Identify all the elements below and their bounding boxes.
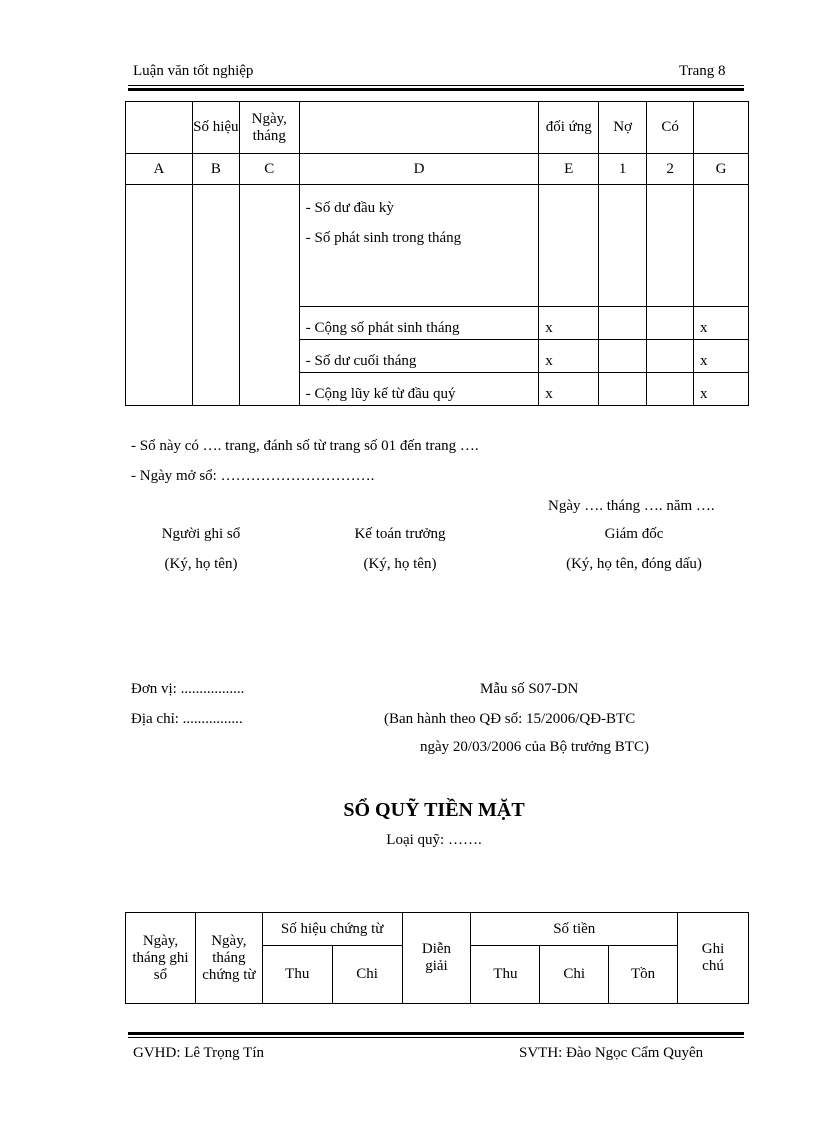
body-cell-e (539, 185, 599, 307)
letter-row (126, 154, 749, 185)
th-description: Diễn giải (402, 913, 471, 1004)
footer-rule-thick (128, 1032, 744, 1035)
th-amount: Số tiền (471, 913, 678, 946)
body-cell-c (239, 185, 299, 406)
body-row (126, 185, 749, 307)
issued-line-2: ngày 20/03/2006 của Bộ trưởng BTC) (420, 739, 649, 755)
letter-e: E (539, 154, 599, 185)
open-date-note: - Ngày mở sổ: …………………………. (131, 468, 375, 484)
th-voucher-number: Số hiệu chứng từ (262, 913, 402, 946)
header-left: Luận văn tốt nghiệp (133, 63, 254, 79)
th-no: Nợ (599, 102, 647, 154)
letter-g: G (694, 154, 749, 185)
summary-2 (647, 307, 694, 340)
header-rule-thick (128, 88, 744, 91)
summary-label: - Cộng lũy kế từ đầu quý (299, 373, 539, 406)
th-so-hieu: Số hiệu (192, 102, 239, 154)
cash-book-table (125, 912, 749, 1004)
footer-student: SVTH: Đào Ngọc Cẩm Quyên (519, 1045, 704, 1061)
fund-type: Loại quỹ: ……. (386, 832, 482, 848)
table2-header-row (126, 913, 749, 946)
summary-e: x (539, 373, 599, 406)
date-line: Ngày …. tháng …. năm …. (548, 498, 715, 514)
letter-b: B (192, 154, 239, 185)
summary-label: - Số dư cuối tháng (299, 340, 539, 373)
summary-e: x (539, 307, 599, 340)
th-doi-ung: đối ứng (539, 102, 599, 154)
th-blank-d (299, 102, 539, 154)
th-note: Ghi chú (678, 913, 749, 1004)
body-cell-d (299, 185, 539, 307)
table-header-row (126, 102, 749, 154)
signature-note: (Ký, họ tên) (164, 556, 238, 572)
signature-role: Kế toán trưởng (354, 526, 446, 542)
period-transactions-label: - Số phát sinh trong tháng (305, 230, 462, 246)
body-cell-1 (599, 185, 647, 307)
th-record-date: Ngày, tháng ghi sổ (126, 913, 196, 1004)
document-title: SỔ QUỸ TIỀN MẶT (343, 799, 525, 821)
summary-g: x (694, 373, 749, 406)
unit-field: Đơn vị: ................. (131, 681, 245, 697)
summary-e: x (539, 340, 599, 373)
summary-2 (647, 340, 694, 373)
body-cell-2 (647, 185, 694, 307)
th-blank-a (126, 102, 193, 154)
opening-balance-label: - Số dư đầu kỳ (305, 200, 394, 216)
footer-supervisor: GVHD: Lê Trọng Tín (133, 1045, 264, 1061)
signature-role: Người ghi sổ (161, 526, 241, 542)
letter-c: C (239, 154, 299, 185)
th-amount-out: Chi (540, 946, 609, 1004)
th-voucher-date: Ngày, tháng chứng từ (195, 913, 262, 1004)
th-blank-g (694, 102, 749, 154)
letter-a: A (126, 154, 193, 185)
th-co: Có (647, 102, 694, 154)
signature-note: (Ký, họ tên, đóng dấu) (566, 556, 702, 572)
address-field: Địa chỉ: ................ (131, 711, 243, 727)
body-cell-b (192, 185, 239, 406)
summary-label: - Cộng số phát sinh tháng (299, 307, 539, 340)
body-cell-g (694, 185, 749, 307)
th-amount-in: Thu (471, 946, 540, 1004)
footer-rule-thin (128, 1037, 744, 1038)
summary-2 (647, 373, 694, 406)
ledger-table (125, 101, 749, 406)
summary-1 (599, 307, 647, 340)
th-amount-balance: Tồn (609, 946, 678, 1004)
body-cell-a (126, 185, 193, 406)
summary-g: x (694, 307, 749, 340)
th-voucher-in: Thu (262, 946, 332, 1004)
summary-g: x (694, 340, 749, 373)
letter-d: D (299, 154, 539, 185)
page-number: Trang 8 (679, 63, 726, 79)
letter-2: 2 (647, 154, 694, 185)
th-voucher-out: Chi (332, 946, 402, 1004)
issued-line-1: (Ban hành theo QĐ số: 15/2006/QĐ-BTC (384, 711, 636, 727)
form-number: Mẫu số S07-DN (480, 681, 579, 697)
signature-note: (Ký, họ tên) (363, 556, 437, 572)
summary-1 (599, 373, 647, 406)
header-rule-thin (128, 85, 744, 86)
th-ngay-thang: Ngày, tháng (239, 102, 299, 154)
summary-1 (599, 340, 647, 373)
page-count-note: - Sổ này có …. trang, đánh số từ trang số 01 đến trang …. (131, 438, 479, 454)
letter-1: 1 (599, 154, 647, 185)
signature-role: Giám đốc (604, 526, 664, 542)
